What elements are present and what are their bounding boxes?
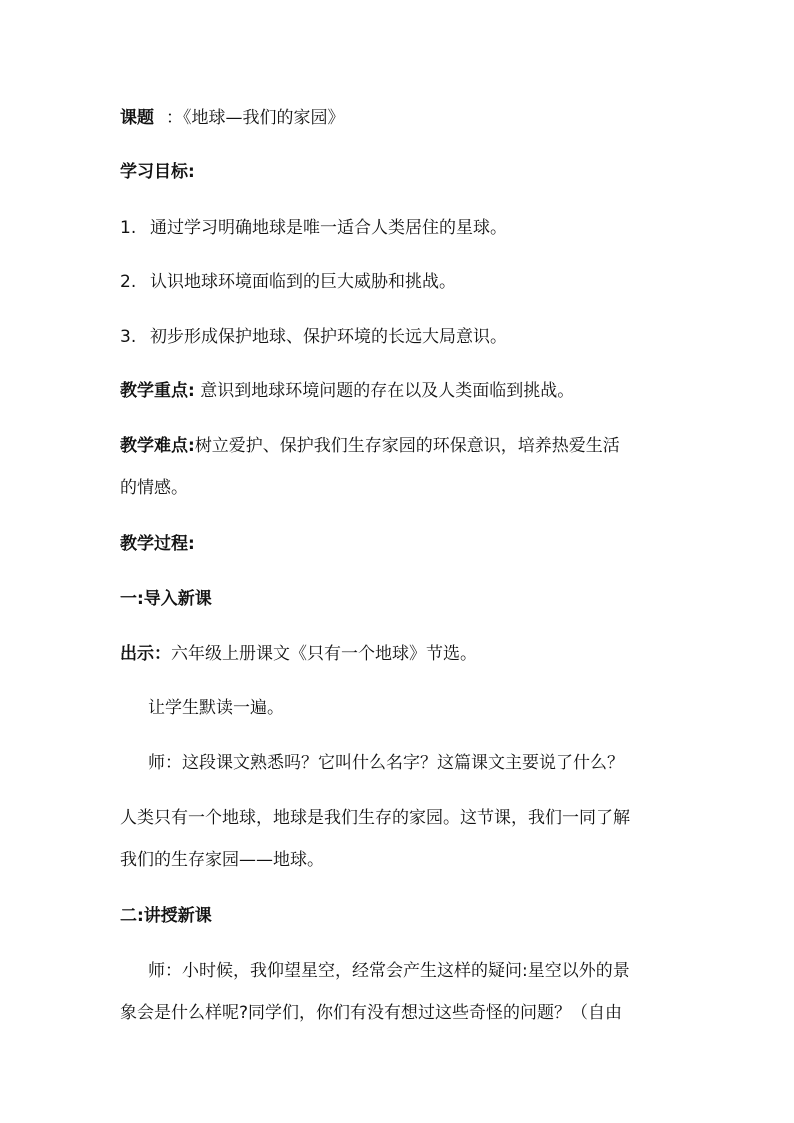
show-text: 六年级上册课文《只有一个地球》节选。 (171, 644, 477, 664)
key-point-label: 教学重点: (120, 381, 195, 401)
objective-number: 2. (120, 272, 137, 292)
section-heading-new-lesson: 二:讲授新课 (120, 906, 212, 926)
paragraph-answer-continued: 我们的生存家园——地球。 (120, 850, 324, 870)
lesson-title-value: ：《地球—我们的家园》 (166, 108, 345, 128)
difficulty (120, 434, 680, 458)
key-point (120, 379, 680, 403)
paragraph-teacher-question: 师：这段课文熟悉吗？它叫什么名字？这篇课文主要说了什么？ (148, 753, 624, 773)
show-line (120, 642, 680, 666)
objective-item (120, 270, 680, 294)
objectives-heading: 学习目标: (120, 162, 195, 182)
objective-text: 初步形成保护地球、保护环境的长远大局意识。 (150, 327, 507, 347)
objective-item (120, 216, 680, 240)
paragraph-read: 让学生默读一遍。 (148, 698, 284, 718)
section-heading-intro: 一:导入新课 (120, 589, 212, 609)
lesson-title-label: 课题 (120, 108, 154, 128)
objective-text: 认识地球环境面临到的巨大威胁和挑战。 (150, 272, 456, 292)
paragraph-teacher-2: 师：小时候，我仰望星空，经常会产生这样的疑问:星空以外的景 (148, 961, 630, 981)
difficulty-text: 树立爱护、保护我们生存家园的环保意识，培养热爱生活 (194, 436, 620, 456)
objective-number: 1. (120, 218, 137, 238)
paragraph-answer: 人类只有一个地球，地球是我们生存的家园。这节课，我们一同了解 (120, 808, 630, 828)
objective-text: 通过学习明确地球是唯一适合人类居住的星球。 (150, 218, 507, 238)
objective-item (120, 325, 680, 349)
process-heading: 教学过程: (120, 534, 195, 554)
key-point-text: 意识到地球环境问题的存在以及人类面临到挑战。 (194, 381, 575, 401)
objective-number: 3. (120, 327, 137, 347)
paragraph-teacher-2-continued: 象会是什么样呢?同学们，你们有没有想过这些奇怪的问题？（自由 (120, 1003, 623, 1023)
difficulty-continued: 的情感。 (120, 478, 188, 498)
show-label: 出示： (120, 644, 171, 664)
lesson-title (120, 106, 680, 130)
difficulty-label: 教学难点: (120, 436, 195, 456)
